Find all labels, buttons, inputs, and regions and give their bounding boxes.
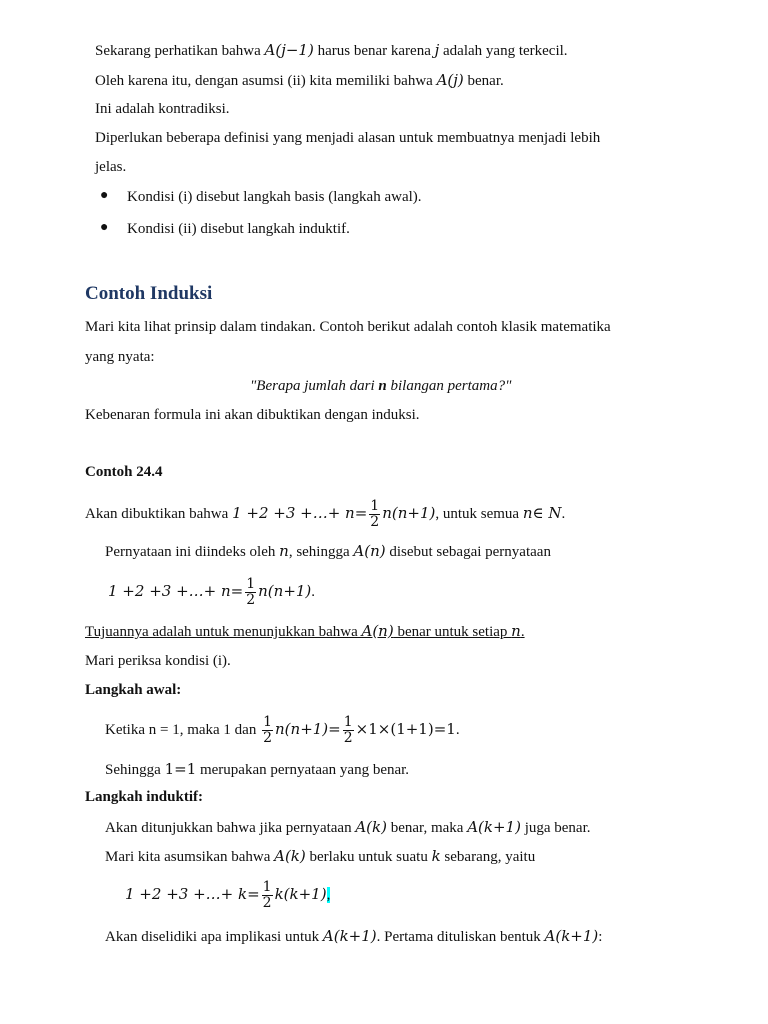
list-item: Kondisi (ii) disebut langkah induktif.	[127, 221, 350, 237]
text-line: Mari periksa kondisi (i).	[85, 653, 231, 669]
goal-line: Tujuannya adalah untuk menunjukkan bahwa A(n) benar untuk setiap n.	[85, 622, 525, 640]
subheading: Langkah awal:	[85, 682, 182, 698]
text-line: Ini adalah kontradiksi.	[95, 101, 230, 117]
list-item: Kondisi (i) disebut langkah basis (langkah awal).	[127, 189, 422, 205]
quote-line: "Berapa jumlah dari n bilangan pertama?"	[250, 378, 512, 394]
example-title: Contoh 24.4	[85, 464, 163, 480]
section-heading: Contoh Induksi	[85, 283, 213, 304]
text-line: Mari kita lihat prinsip dalam tindakan. Contoh berikut adalah contoh klasik matematika	[85, 319, 611, 335]
text-line: Diperlukan beberapa definisi yang menjadi alasan untuk membuatnya menjadi lebih	[95, 130, 601, 146]
text-line: Sehingga 1=1 merupakan pernyataan yang benar.	[105, 760, 410, 778]
text-line: Oleh karena itu, dengan asumsi (ii) kita memiliki bahwa A(j) benar.	[95, 71, 504, 89]
text-line: Pernyataan ini diindeks oleh n, sehingga A(n) disebut sebagai pernyataan	[105, 542, 551, 560]
formula-line: 1 +2 +3 +…+ k= $\frac{1}{2}$ k(k+1),	[125, 879, 331, 912]
fraction: $\frac{1}{2}$	[262, 879, 272, 912]
text-line: Akan diselidiki apa implikasi untuk A(k+1). Pertama dituliskan bentuk A(k+1):	[105, 927, 603, 945]
subheading: Langkah induktif:	[85, 789, 203, 805]
fraction: $\frac{1}{2}$	[343, 714, 353, 747]
bullet-icon: ●	[100, 220, 109, 235]
text-line: yang nyata:	[85, 349, 155, 365]
formula-line: Ketika n = 1, maka 1 dan $\frac{1}{2}$ n(n+1)= $\frac{1}{2}$ ×1×(1+1)=1.	[105, 714, 460, 747]
fraction: $\frac{1}{2}$	[246, 576, 256, 609]
fraction: $\frac{1}{2}$	[263, 714, 273, 747]
text-line: Sekarang perhatikan bahwa A(j−1) harus benar karena j adalah yang terkecil.	[95, 41, 568, 59]
fraction: $\frac{1}{2}$	[370, 498, 380, 531]
text-line: Kebenaran formula ini akan dibuktikan dengan induksi.	[85, 407, 420, 423]
text-line: Akan ditunjukkan bahwa jika pernyataan A(k) benar, maka A(k+1) juga benar.	[105, 818, 591, 836]
text-line: Akan dibuktikan bahwa 1 +2 +3 +…+ n= $\frac{1}{2}$ n(n+1), untuk semua n∈ N.	[85, 498, 566, 531]
bullet-icon: ●	[100, 188, 109, 203]
formula-line: 1 +2 +3 +…+ n= $\frac{1}{2}$ n(n+1).	[108, 576, 316, 609]
text-line: Mari kita asumsikan bahwa A(k) berlaku untuk suatu k sebarang, yaitu	[105, 847, 536, 865]
text-line: jelas.	[95, 159, 127, 175]
